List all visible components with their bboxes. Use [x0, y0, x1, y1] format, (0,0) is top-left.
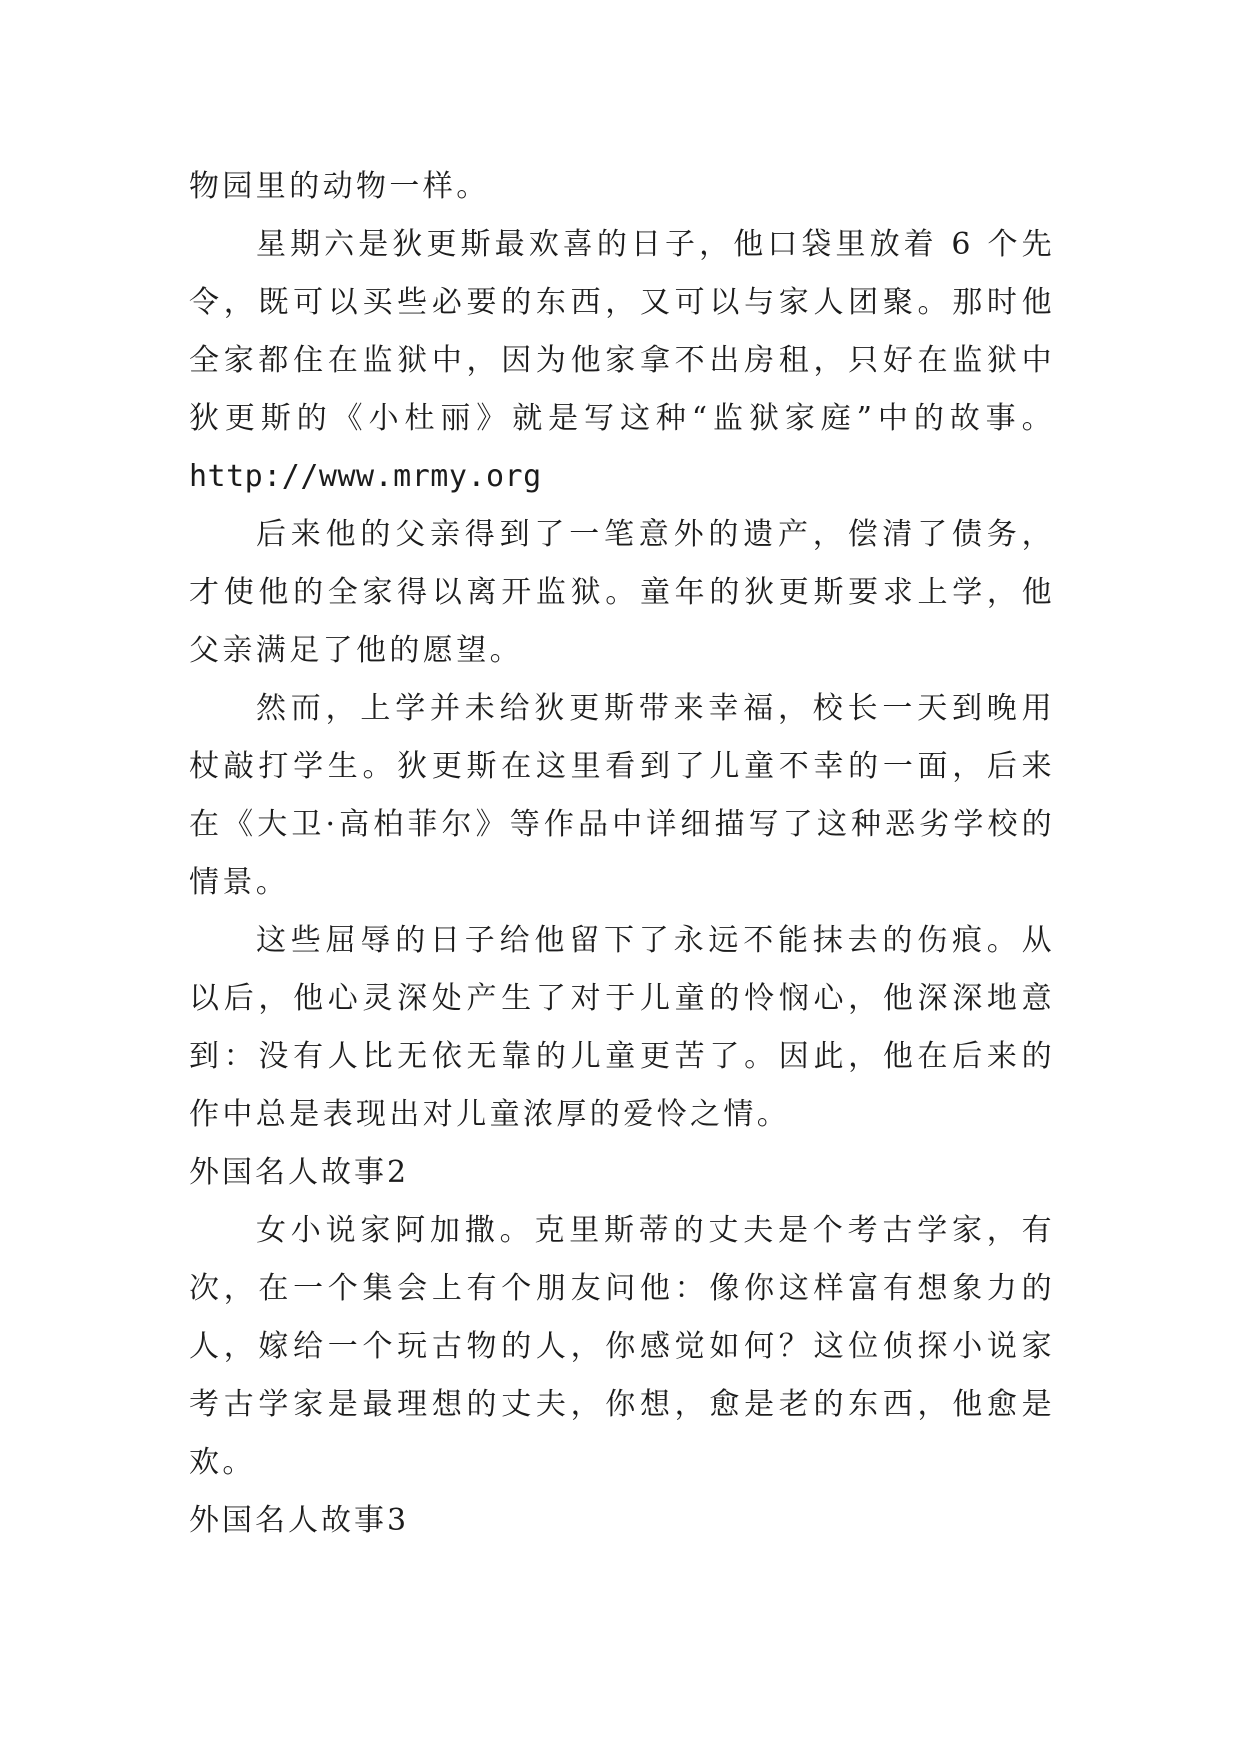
paragraph-first-line: 然而，上学并未给狄更斯带来幸福，校长一天到晚用 [256, 691, 1055, 726]
text-line: 才使他的全家得以离开监狱。童年的狄更斯要求上学，他 [189, 575, 1055, 610]
text-line: 令，既可以买些必要的东西，又可以与家人团聚。那时他 [189, 285, 1055, 320]
text-line: 父亲满足了他的愿望。 [189, 633, 523, 668]
text-line: 欢。 [189, 1445, 256, 1480]
paragraph-first-line: 女小说家阿加撒。克里斯蒂的丈夫是个考古学家，有 [256, 1213, 1055, 1248]
text-line: 情景。 [189, 865, 290, 900]
url-line: http://www.mrmy.org [189, 459, 542, 494]
text-line: 以后，他心灵深处产生了对于儿童的怜悯心，他深深地意 [189, 981, 1055, 1016]
paragraph-first-line: 后来他的父亲得到了一笔意外的遗产，偿清了债务， [256, 517, 1055, 552]
text-line: 次，在一个集会上有个朋友问他：像你这样富有想象力的 [189, 1271, 1055, 1306]
paragraph-first-line: 这些屈辱的日子给他留下了永远不能抹去的伤痕。从 [256, 923, 1055, 958]
text-line: 杖敲打学生。狄更斯在这里看到了儿童不幸的一面，后来 [189, 749, 1055, 784]
text-line: 到：没有人比无依无靠的儿童更苦了。因此，他在后来的 [189, 1039, 1055, 1074]
paragraph-first-line: 星期六是狄更斯最欢喜的日子，他口袋里放着 6 个先 [256, 227, 1055, 262]
text-line: 人，嫁给一个玩古物的人，你感觉如何？这位侦探小说家 [189, 1329, 1055, 1364]
section-heading: 外国名人故事2 [189, 1155, 410, 1190]
document-body [189, 158, 1055, 1550]
section-heading: 外国名人故事3 [189, 1503, 410, 1538]
text-line: 狄更斯的《小杜丽》就是写这种“监狱家庭”中的故事。 [189, 401, 1055, 436]
text-line: 考古学家是最理想的丈夫，你想，愈是老的东西，他愈是 [189, 1387, 1055, 1422]
text-line: 物园里的动物一样。 [189, 169, 490, 204]
text-line: 作中总是表现出对儿童浓厚的爱怜之情。 [189, 1097, 791, 1132]
text-line: 全家都住在监狱中，因为他家拿不出房租，只好在监狱中 [189, 343, 1055, 378]
text-line: 在《大卫·高柏菲尔》等作品中详细描写了这种恶劣学校的 [189, 807, 1055, 842]
